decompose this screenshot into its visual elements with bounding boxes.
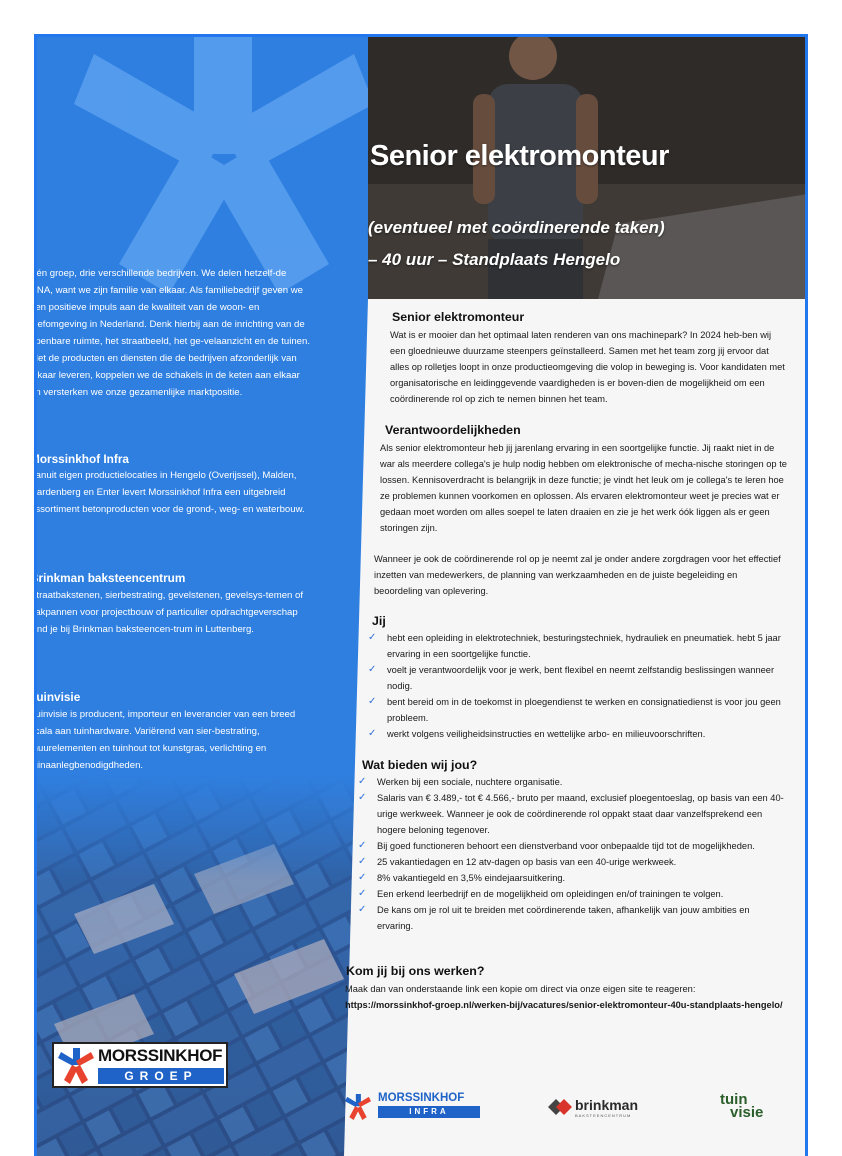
logo-text: visie: [730, 1104, 764, 1121]
logo-subtext: INFRA: [378, 1106, 480, 1118]
check-icon: ✓: [368, 696, 377, 707]
check-icon: ✓: [368, 664, 377, 675]
offer-heading: Wat bieden wij jou?: [362, 758, 478, 772]
morssinkhof-groep-logo: [52, 1042, 228, 1088]
list-item: ✓ Bij goed functioneren behoort een dienstverband voor onbepaalde tijd tot de mogelijkheden.: [358, 838, 788, 854]
list-item: ✓ Een erkend leerbedrijf en de mogelijkheid om opleidingen en/of trainingen te volgen.: [358, 886, 788, 902]
company-heading: Brinkman baksteencentrum: [30, 571, 186, 585]
check-icon: ✓: [358, 904, 367, 915]
offer-list: [358, 774, 788, 934]
check-icon: ✓: [358, 856, 367, 867]
logo-text: tuin: [720, 1091, 748, 1108]
page-subtitle-2: – 40 uur – Standplaats Hengelo: [368, 250, 621, 269]
list-item: ✓ 8% vakantiegeld en 3,5% eindejaarsuitkering.: [358, 870, 788, 886]
asterisk-icon: [345, 1094, 371, 1120]
check-icon: ✓: [358, 840, 367, 851]
logo-text: MORSSINKHOF: [98, 1046, 223, 1065]
coordination-paragraph: Wanneer je ook de coördinerende rol op je neemt zal je onder andere zorgdragen voor het effectief inzetten van medewerkers, de planning van werkzaamheden en de juiste begeleiding en beoordeling van oplevering.: [374, 554, 781, 596]
list-item: ✓ Salaris van € 3.489,- tot € 4.566,- bruto per maand, exclusief ploegentoeslag, op basis van een 40-urige werkweek. Wanneer je ook de coördinerende rol oppakt staat daar vanzelfsprekend een hogere beloning tegenover.: [358, 792, 784, 835]
check-icon: ✓: [368, 728, 377, 739]
list-item: ✓ 25 vakantiedagen en 12 atv-dagen op basis van een 40-urige werkweek.: [358, 854, 788, 870]
apply-heading: Kom jij bij ons werken?: [346, 964, 485, 978]
jij-list: [368, 630, 788, 742]
responsibilities-paragraph: Als senior elektromonteur heb jij jarenlang ervaring in een soortgelijke functie. Jij raakt niet in de war als meerdere collega's je hulp nodig hebben om elektronische of mecha-nische storingen op te lossen. Kennisoverdracht is belangrijk in deze functie; je vindt het leuk om je collega's te leren hoe ze problemen kunnen voorkomen en oplossen. Als ervaren elektromonteur weet je precies wat er gedaan moet worden om alles soepel te laten draaien en zie je het werk óók liggen als er geen storingen zijn.: [380, 443, 787, 533]
check-icon: ✓: [358, 776, 367, 787]
company-text: Tuinvisie is producent, importeur en leverancier van een breed scala aan tuinhardware. Variërend van sier-bestrating, muurelementen en tuinhout tot kunstgras, verlichting en tuinaanlegbenodigdheden.: [30, 709, 296, 771]
brinkman-logo: [548, 1096, 663, 1120]
list-item: ✓ hebt een opleiding in elektrotechniek, besturingstechniek, hydrauliek en pneumatiek. hebt 5 jaar ervaring in een soortgelijke functie.: [368, 632, 781, 659]
intro-paragraph: Wat is er mooier dan het optimaal laten renderen van ons machinepark? In 2024 heb-ben wij een gloednieuwe duurzame steenpers geïnstalleerd. Samen met het team zorg jij ervoor dat alles op rolletjes loopt in onze productieomgeving die volop in beweging is. Voor kandidaten met organisatorische en leidinggevende vaardigheden is er boven-dien de mogelijkheid om een coördinerende rol op zich te nemen binnen het team.: [390, 330, 785, 404]
check-icon: ✓: [358, 888, 367, 899]
apply-link[interactable]: https://morssinkhof-groep.nl/werken-bij/vacatures/senior-elektromonteur-40u-standplaats-hengelo/: [345, 1000, 783, 1010]
intro-text: Eén groep, drie verschillende bedrijven. We delen hetzelf-de DNA, want we zijn familie van elkaar. Als familiebedrijf geven we een positieve impuls aan de kwaliteit van de woon- en leefomgeving in Nederland. Denk hierbij aan de inrichting van de openbare ruimte, het straatbeeld, het ge-velaanzicht en de tuinen. Met de producten en diensten die de bedrijven afzonderlijk van elkaar leveren, koppelen we de schakels in de keten aan elkaar en versterken we onze gezamenlijke marktpositie.: [30, 268, 311, 398]
page-title: Senior elektromonteur: [370, 140, 669, 172]
morssinkhof-infra-logo: [345, 1092, 485, 1122]
list-item: ✓ Werken bij een sociale, nuchtere organisatie.: [358, 774, 788, 790]
list-item: ✓ voelt je verantwoordelijk voor je werk, bent flexibel en neemt zelfstandig beslissingen wanneer nodig.: [368, 664, 775, 691]
jij-heading: Jij: [372, 614, 386, 628]
responsibilities-heading: Verantwoordelijkheden: [385, 423, 521, 437]
check-icon: ✓: [358, 872, 367, 883]
asterisk-icon: [58, 1048, 94, 1084]
company-text: Vanuit eigen productielocaties in Hengelo (Overijssel), Malden, Hardenberg en Enter levert Morssinkhof Infra een uitgebreid assortiment betonproducten voor de grond-, weg- en waterbouw.: [30, 470, 305, 515]
page-subtitle-1: (eventueel met coördinerende taken): [368, 218, 665, 237]
company-text: Straatbakstenen, sierbestrating, gevelstenen, gevelsys-temen of dakpannen voor projectbouw of particulier opdrachtgeverschap vind je bij Brinkman baksteencen-trum in Luttenberg.: [30, 590, 304, 635]
logo-text: brinkman: [575, 1097, 639, 1113]
logo-subtext: BAKSTEENCENTRUM: [575, 1113, 632, 1118]
paving-stones-photo: [34, 774, 374, 1156]
brick-icon: [548, 1099, 572, 1115]
apply-text: Maak dan van onderstaande link een kopie om direct via onze eigen site te reageren:: [345, 984, 696, 994]
list-item: ✓ werkt volgens veiligheidsinstructies en wettelijke arbo- en milieuvoorschriften.: [368, 726, 788, 742]
logo-subtext: GROEP: [98, 1068, 224, 1084]
check-icon: ✓: [358, 792, 367, 803]
intro-heading: Senior elektromonteur: [392, 310, 525, 324]
company-heading: Tuinvisie: [30, 690, 81, 704]
company-heading: Morssinkhof Infra: [30, 452, 129, 466]
check-icon: ✓: [368, 632, 377, 643]
list-item: ✓ De kans om je rol uit te breiden met coördinerende taken, afhankelijk van jouw ambities en ervaring.: [358, 904, 750, 931]
asterisk-logo-mark: [74, 34, 374, 294]
list-item: ✓ bent bereid om in de toekomst in ploegendienst te werken en consignatiedienst is voor jou geen probleem.: [368, 696, 781, 723]
tuinvisie-logo: [720, 1092, 780, 1122]
logo-text: MORSSINKHOF: [378, 1092, 465, 1104]
